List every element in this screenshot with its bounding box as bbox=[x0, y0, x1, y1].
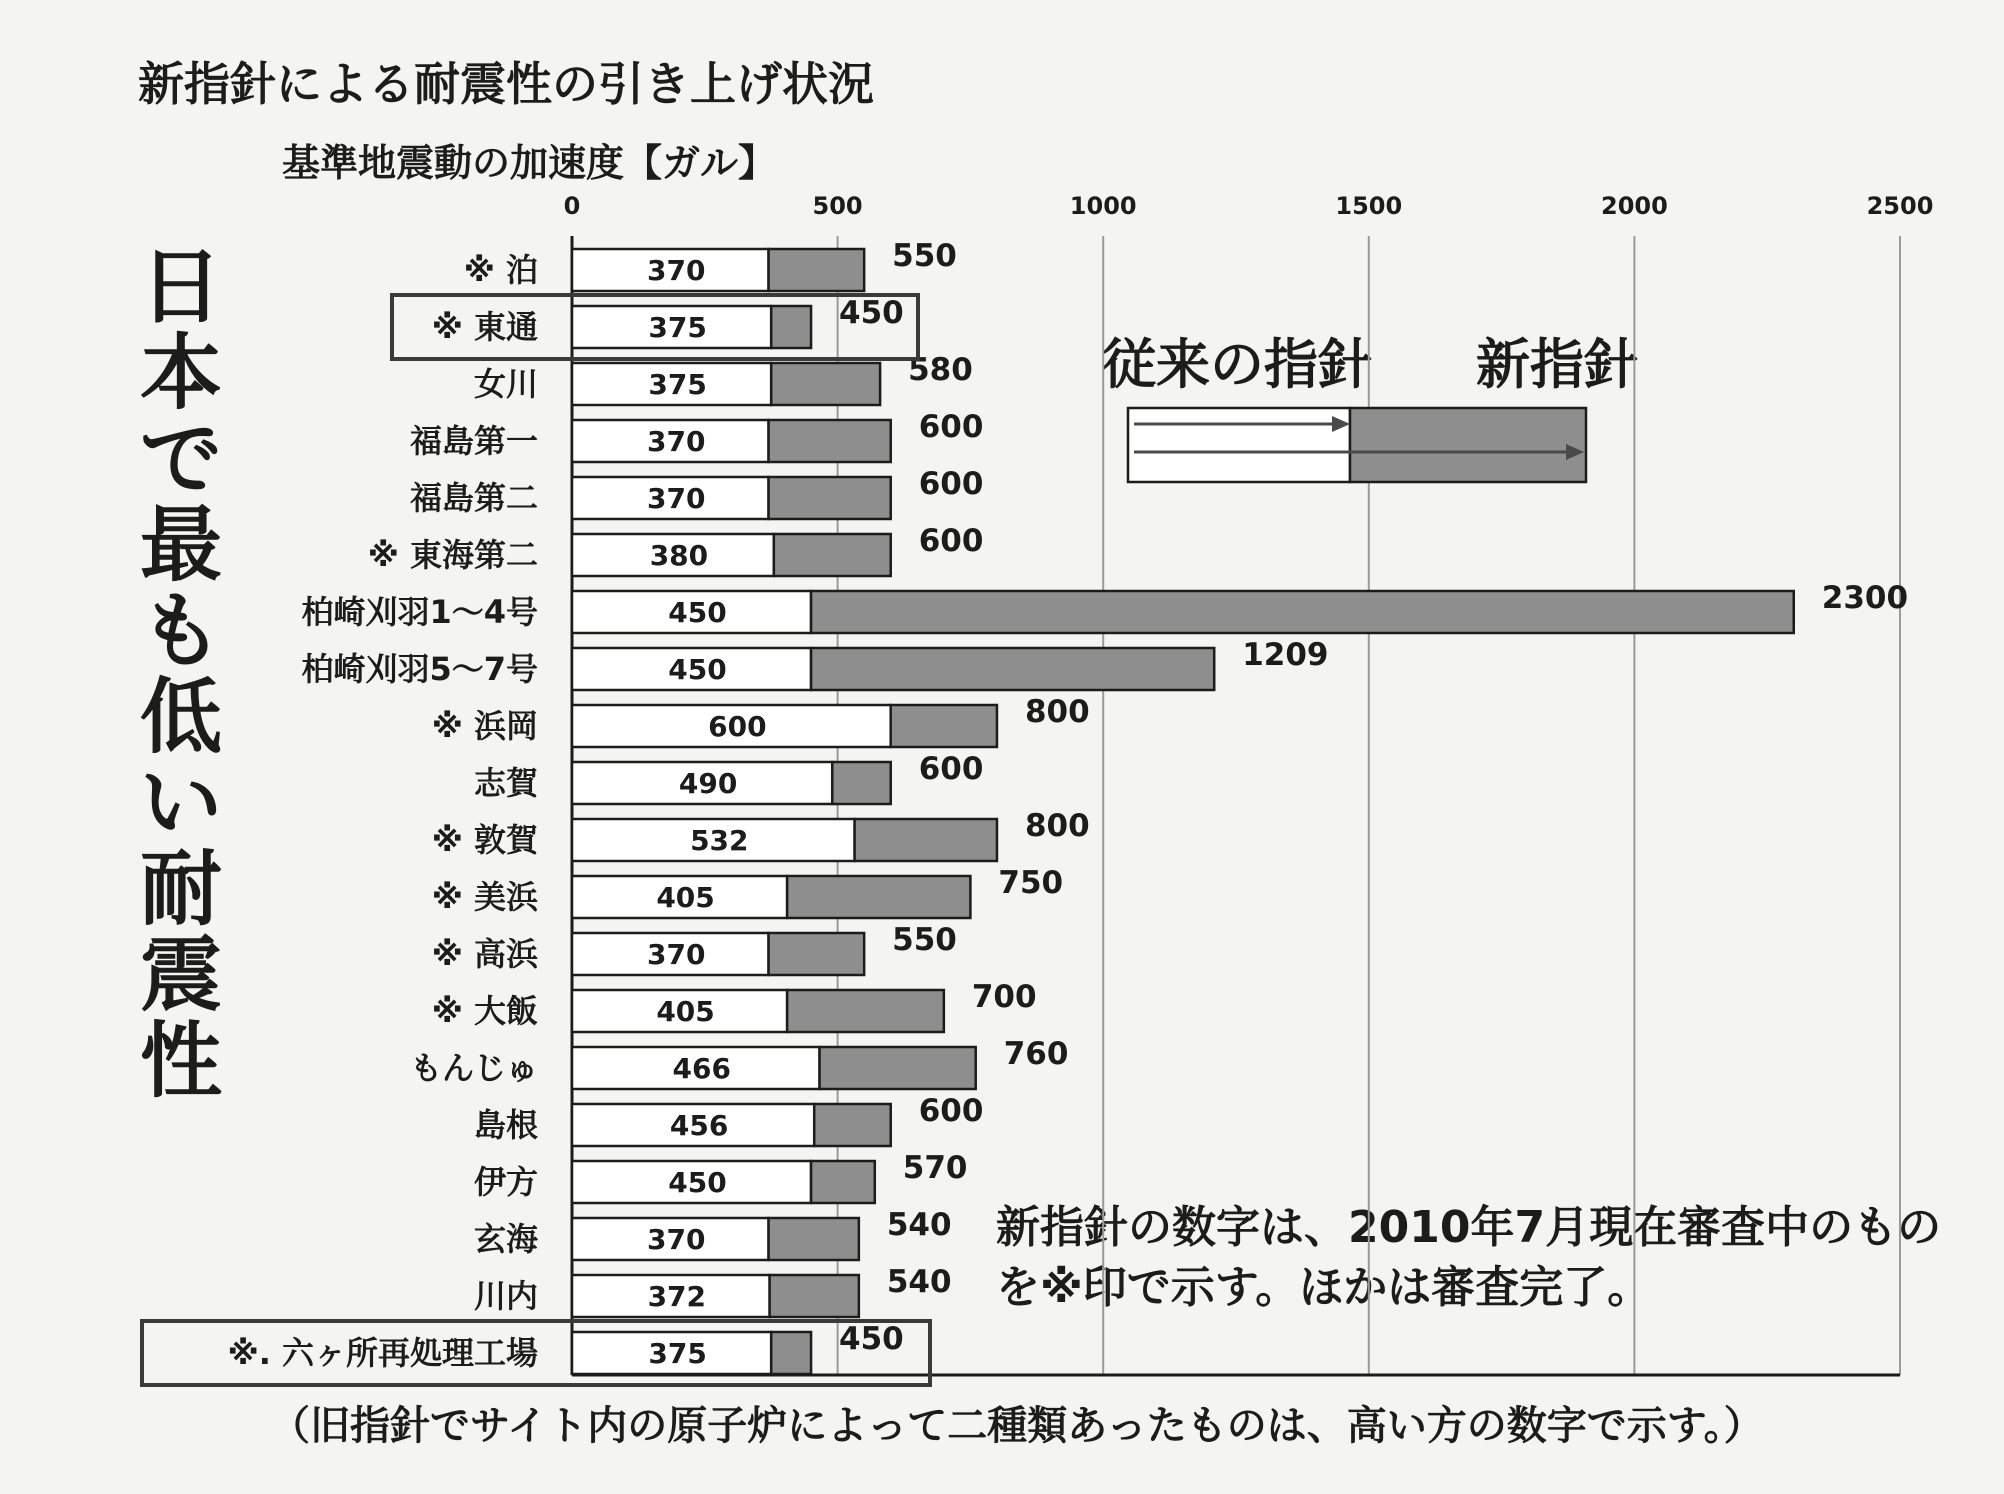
data-label-new: 1209 bbox=[1242, 637, 1329, 673]
x-tick-label: 500 bbox=[812, 192, 863, 220]
data-label-new: 550 bbox=[892, 922, 957, 958]
bar-new-guideline bbox=[891, 705, 997, 747]
chart-title: 新指針による耐震性の引き上げ状況 bbox=[138, 57, 874, 111]
data-label-old: 466 bbox=[672, 1052, 731, 1085]
bar-new-guideline bbox=[770, 1275, 859, 1317]
category-label: ※ 美浜 bbox=[431, 878, 538, 916]
category-label: ※ 大飯 bbox=[431, 992, 538, 1030]
data-label-old: 372 bbox=[647, 1280, 707, 1313]
data-label-new: 2300 bbox=[1821, 580, 1909, 616]
data-label-new: 600 bbox=[918, 751, 984, 787]
bar-new-guideline bbox=[787, 990, 944, 1032]
data-label-new: 600 bbox=[918, 523, 984, 559]
category-label: ※ 浜岡 bbox=[431, 707, 538, 745]
data-label-old: 450 bbox=[668, 596, 727, 629]
legend-label-new: 新指針 bbox=[1476, 333, 1638, 396]
category-label: ※ 東通 bbox=[431, 308, 538, 346]
data-label-old: 532 bbox=[690, 824, 749, 857]
data-label-old: 380 bbox=[649, 539, 709, 572]
data-label-old: 405 bbox=[656, 995, 715, 1028]
category-label: もんじゅ bbox=[409, 1049, 538, 1087]
chart-note: 新指針の数字は、2010年7月現在審査中のものを※印で示す。ほかは審査完了。 bbox=[996, 1202, 1942, 1313]
bar-new-guideline bbox=[855, 819, 997, 861]
data-label-old: 370 bbox=[647, 1223, 706, 1256]
data-label-new: 600 bbox=[918, 409, 984, 445]
bar-new-guideline bbox=[769, 933, 865, 975]
bar-new-guideline bbox=[771, 306, 811, 348]
category-label: 島根 bbox=[473, 1106, 538, 1144]
data-label-new: 450 bbox=[839, 295, 904, 331]
bar-new-guideline bbox=[769, 420, 891, 462]
x-axis-label: 基準地震動の加速度【ガル】 bbox=[282, 141, 777, 185]
category-label: ※ 泊 bbox=[463, 251, 538, 289]
data-label-new: 700 bbox=[971, 979, 1037, 1015]
category-label: ※ 敦賀 bbox=[431, 821, 538, 859]
data-label-new: 800 bbox=[1024, 808, 1090, 844]
data-label-new: 580 bbox=[908, 352, 973, 388]
category-label: 玄海 bbox=[473, 1220, 538, 1258]
data-label-new: 550 bbox=[892, 238, 957, 274]
bar-new-guideline bbox=[820, 1047, 976, 1089]
category-label: 福島第二 bbox=[409, 479, 538, 517]
category-label: ※ 東海第二 bbox=[367, 536, 538, 574]
bar-new-guideline bbox=[771, 1332, 811, 1374]
data-label-new: 800 bbox=[1024, 694, 1090, 730]
data-label-old: 600 bbox=[708, 710, 767, 743]
data-label-new: 760 bbox=[1003, 1036, 1069, 1072]
data-label-old: 375 bbox=[648, 368, 707, 401]
data-label-old: 450 bbox=[668, 653, 727, 686]
category-label: 志賀 bbox=[473, 764, 538, 802]
legend-old-swatch bbox=[1128, 408, 1350, 482]
data-label-new: 450 bbox=[839, 1321, 904, 1357]
bar-new-guideline bbox=[811, 591, 1794, 633]
category-label: 柏崎刈羽1～4号 bbox=[301, 593, 538, 631]
x-tick-label: 0 bbox=[563, 192, 581, 220]
data-label-new: 540 bbox=[886, 1207, 952, 1243]
bar-new-guideline bbox=[832, 762, 890, 804]
data-label-old: 370 bbox=[647, 425, 706, 458]
data-label-old: 450 bbox=[668, 1166, 727, 1199]
x-tick-label: 2000 bbox=[1601, 192, 1668, 220]
category-label: 伊方 bbox=[473, 1163, 538, 1201]
bar-new-guideline bbox=[771, 363, 880, 405]
x-tick-label: 1500 bbox=[1335, 192, 1403, 220]
chart-footnote: （旧指針でサイト内の原子炉によって二種類あったものは、高い方の数字で示す。） bbox=[270, 1403, 1764, 1449]
x-tick-label: 2500 bbox=[1866, 192, 1934, 220]
bar-new-guideline bbox=[811, 648, 1214, 690]
data-label-new: 600 bbox=[918, 1093, 984, 1129]
category-label: ※. 六ヶ所再処理工場 bbox=[227, 1334, 538, 1372]
data-label-old: 370 bbox=[647, 938, 706, 971]
legend-label-old: 従来の指針 bbox=[1102, 333, 1372, 396]
category-label: 女川 bbox=[473, 365, 538, 403]
data-label-old: 490 bbox=[678, 767, 738, 800]
category-label: 柏崎刈羽5～7号 bbox=[301, 650, 538, 688]
category-label: ※ 高浜 bbox=[431, 935, 538, 973]
bar-new-guideline bbox=[769, 249, 865, 291]
bar-new-guideline bbox=[769, 1218, 859, 1260]
category-label: 福島第一 bbox=[409, 422, 538, 460]
data-label-new: 570 bbox=[902, 1150, 968, 1186]
category-label: 川内 bbox=[473, 1277, 538, 1315]
data-label-old: 370 bbox=[647, 482, 706, 515]
data-label-new: 600 bbox=[918, 466, 984, 502]
x-tick-label: 1000 bbox=[1069, 192, 1137, 220]
data-label-old: 405 bbox=[656, 881, 715, 914]
legend-new-swatch bbox=[1350, 408, 1586, 482]
bar-new-guideline bbox=[814, 1104, 890, 1146]
bar-new-guideline bbox=[787, 876, 970, 918]
data-label-old: 375 bbox=[648, 311, 707, 344]
bar-new-guideline bbox=[769, 477, 891, 519]
data-label-old: 456 bbox=[669, 1109, 729, 1142]
side-annotation: 日本で最も低い耐震性 bbox=[140, 240, 223, 1109]
data-label-old: 375 bbox=[648, 1337, 707, 1370]
data-label-new: 750 bbox=[998, 865, 1064, 901]
bar-new-guideline bbox=[811, 1161, 875, 1203]
bar-new-guideline bbox=[774, 534, 891, 576]
data-label-new: 540 bbox=[886, 1264, 952, 1300]
data-label-old: 370 bbox=[647, 254, 706, 287]
